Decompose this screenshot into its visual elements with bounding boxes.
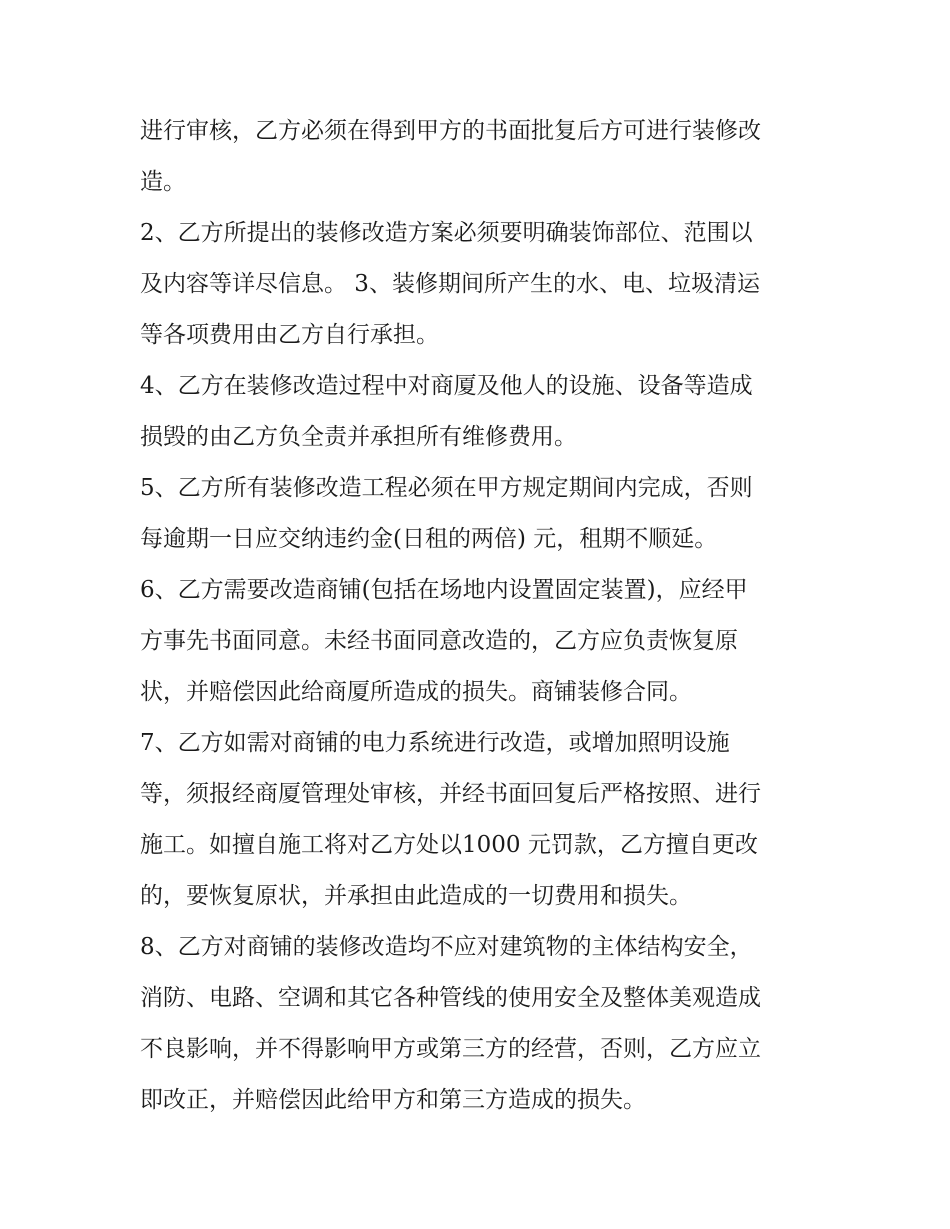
- text-line: 状，并赔偿因此给商厦所造成的损失。商铺装修合同。: [140, 679, 692, 705]
- text-line: 造。: [140, 169, 186, 195]
- text-line: 等，须报经商厦管理处审核，并经书面回复后严格按照、进行: [140, 781, 761, 807]
- text-line: 进行审核，乙方必须在得到甲方的书面批复后方可进行装修改: [140, 118, 761, 144]
- text-line: 方事先书面同意。未经书面同意改造的，乙方应负责恢复原: [140, 628, 738, 654]
- text-line: 及内容等详尽信息。 3、装修期间所产生的水、电、垃圾清运: [140, 271, 760, 297]
- clause-4-line: 4、乙方在装修改造过程中对商厦及他人的设施、设备等造成: [140, 373, 753, 399]
- text-line: 施工。如擅自施工将对乙方处以1000 元罚款，乙方擅自更改: [140, 832, 758, 858]
- clause-6-line: 6、乙方需要改造商铺(包括在场地内设置固定装置)，应经甲: [140, 577, 748, 603]
- text-line: 每逾期一日应交纳违约金(日租的两倍) 元，租期不顺延。: [140, 526, 718, 552]
- text-line: 的，要恢复原状，并承担由此造成的一切费用和损失。: [140, 883, 692, 909]
- clause-7-line: 7、乙方如需对商铺的电力系统进行改造，或增加照明设施: [140, 730, 730, 756]
- text-line: 损毁的由乙方负全责并承担所有维修费用。: [140, 424, 577, 450]
- text-line: 消防、电路、空调和其它各种管线的使用安全及整体美观造成: [140, 985, 761, 1011]
- contract-text: [140, 106, 820, 1126]
- clause-2-line: 2、乙方所提出的装修改造方案必须要明确装饰部位、范围以: [140, 220, 753, 246]
- clause-8-line: 8、乙方对商铺的装修改造均不应对建筑物的主体结构安全，: [140, 934, 753, 960]
- text-line: 不良影响，并不得影响甲方或第三方的经营，否则，乙方应立: [140, 1036, 761, 1062]
- clause-5-line: 5、乙方所有装修改造工程必须在甲方规定期间内完成，否则: [140, 475, 753, 501]
- text-line: 即改正，并赔偿因此给甲方和第三方造成的损失。: [140, 1087, 646, 1113]
- text-line: 等各项费用由乙方自行承担。: [140, 322, 439, 348]
